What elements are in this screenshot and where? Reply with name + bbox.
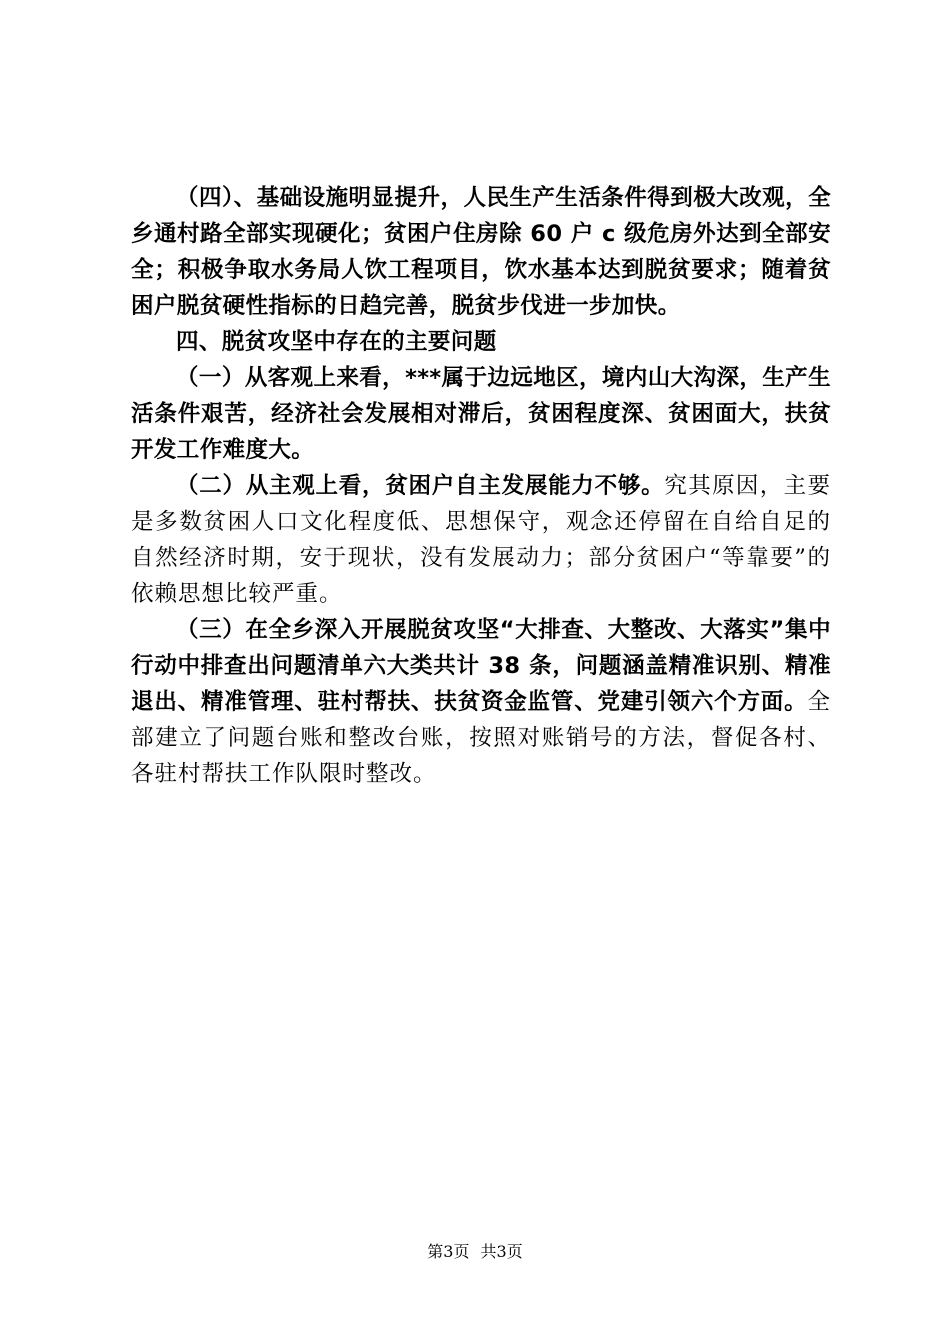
paragraph-infrastructure [131, 180, 831, 324]
paragraph-text: （一）从客观上来看，***属于边远地区，境内山大沟深，生产生活条件艰苦，经济社会发展相对滞后，贫困程度深、贫困面大，扶贫开发工作难度大。 [131, 365, 831, 463]
heading-text: 四、脱贫攻坚中存在的主要问题 [176, 329, 497, 355]
paragraph-issue-checklist [131, 612, 831, 792]
paragraph-text: （三）在全乡深入开展脱贫攻坚“大排查、大整改、大落实”集中行动中排查出问题清单六大类共计 38 条，问题涵盖精准识别、精准退出、精准管理、驻村帮扶、扶贫资金监管、党建引领六个方面。 [131, 617, 831, 715]
paragraph-text: （二）从主观上看，贫困户自主发展能力不够。 [176, 473, 665, 499]
page-number: 第3页 [427, 1242, 470, 1261]
page-total: 共3页 [480, 1242, 523, 1261]
document-body [131, 180, 831, 792]
paragraph-text-light: 全部建立了问题台账和整改台账，按照对账销号的方法，督促各村、各驻村帮扶工作队限时整改。 [131, 689, 831, 787]
paragraph-subjective-view [131, 468, 831, 612]
page-footer [0, 1241, 950, 1263]
paragraph-text-light: 究其原因，主要是多数贫困人口文化程度低、思想保守，观念还停留在自给自足的自然经济时期，安于现状，没有发展动力；部分贫困户“等靠要”的依赖思想比较严重。 [131, 473, 831, 607]
paragraph-text: （四）、基础设施明显提升，人民生产生活条件得到极大改观，全乡通村路全部实现硬化；贫困户住房除 60 户 c 级危房外达到全部安全；积极争取水务局人饮工程项目，饮水基本达到脱贫要求；随着贫困户脱贫硬性指标的日趋完善，脱贫步伐进一步加快。 [131, 185, 831, 319]
paragraph-objective-view [131, 360, 831, 468]
section-heading-main-problems [131, 324, 831, 360]
